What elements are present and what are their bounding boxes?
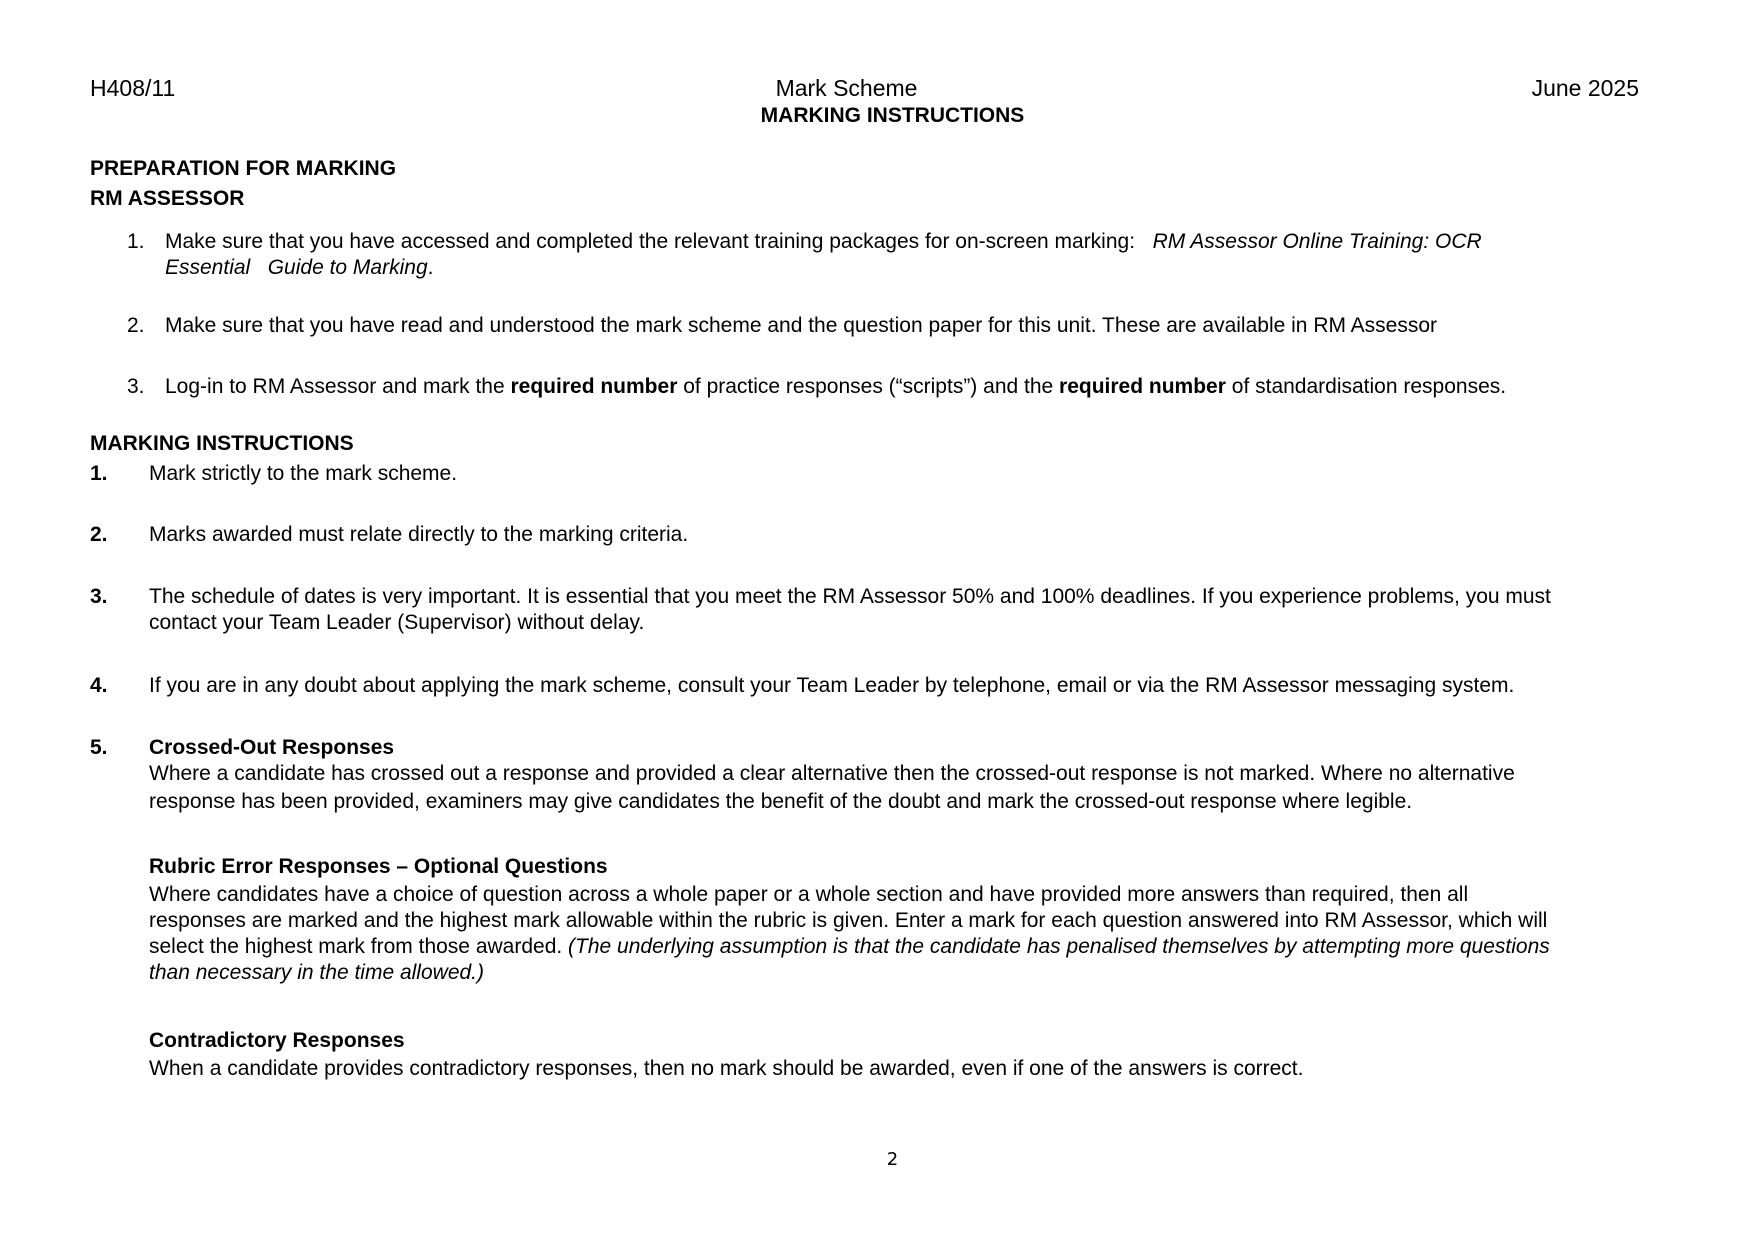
- rubric-text: Where candidates have a choice of question across a whole paper or a whole section and have provided more answers than required, then all: [149, 883, 1469, 906]
- marking-item-text: If you are in any doubt about applying the mark scheme, consult your Team Leader by telephone, email or via the RM Assessor messaging system.: [149, 674, 1515, 697]
- prep-item-italic: RM Assessor Online Training: OCR: [1152, 230, 1482, 253]
- crossed-out-text: Where a candidate has crossed out a response and provided a clear alternative then the crossed-out response is not marked. Where no alternative: [149, 762, 1515, 785]
- prep-item-italic-cont: Essential Guide to Marking: [165, 256, 428, 279]
- prep-item-3: [127, 374, 1727, 400]
- marking-item-2: [90, 522, 1690, 548]
- prep-item-1: [127, 229, 1687, 281]
- page-number: 2: [886, 1149, 899, 1170]
- prep-item-text: Log-in to RM Assessor and mark the: [165, 375, 505, 398]
- marking-item-text-cont: contact your Team Leader (Supervisor) without delay.: [149, 611, 645, 634]
- contradictory-section: [149, 1026, 1749, 1082]
- contradictory-title: Contradictory Responses: [149, 1029, 405, 1052]
- prep-item-number: 2.: [127, 314, 145, 337]
- marking-item-4: [90, 673, 1730, 699]
- marking-heading: MARKING INSTRUCTIONS: [90, 432, 354, 455]
- marking-item-text: Marks awarded must relate directly to the marking criteria.: [149, 523, 689, 546]
- prep-item-text: Make sure that you have read and understood the mark scheme and the question paper for this unit. These are available in RM Assessor: [165, 314, 1438, 337]
- marking-item-5: [90, 735, 1730, 817]
- preparation-heading: PREPARATION FOR MARKING: [90, 157, 397, 180]
- prep-item-end: .: [427, 256, 434, 279]
- rubric-text: select the highest mark from those awarded.: [149, 935, 563, 958]
- marking-item-3: [90, 584, 1730, 636]
- prep-item-text: of practice responses (“scripts”) and the: [683, 375, 1054, 398]
- marking-item-number: 1.: [90, 462, 108, 485]
- marking-item-number: 5.: [90, 736, 108, 759]
- rubric-italic-note: (The underlying assumption is that the candidate has penalised themselves by attempting more questions: [568, 935, 1550, 958]
- prep-item-text: Make sure that you have accessed and completed the relevant training packages for on-screen marking:: [165, 230, 1136, 253]
- marking-item-1: [90, 461, 1690, 487]
- contradictory-text: When a candidate provides contradictory responses, then no mark should be awarded, even if one of the answers is correct.: [149, 1057, 1304, 1080]
- crossed-out-title: Crossed-Out Responses: [149, 736, 395, 759]
- marking-item-number: 2.: [90, 523, 108, 546]
- prep-item-bold: required number: [1059, 375, 1226, 398]
- marking-item-text: Mark strictly to the mark scheme.: [149, 462, 458, 485]
- prep-item-2: [127, 313, 1687, 339]
- marking-item-text: The schedule of dates is very important. It is essential that you meet the RM Assessor 50% and 100% deadlines. If you experience problems, you must: [149, 585, 1551, 608]
- marking-item-number: 4.: [90, 674, 108, 697]
- header-code: H408/11: [90, 75, 176, 101]
- rm-assessor-subheading: RM ASSESSOR: [90, 187, 245, 210]
- rubric-italic-note-cont: than necessary in the time allowed.): [149, 961, 485, 984]
- prep-item-bold: required number: [510, 375, 678, 398]
- header-title: Mark Scheme: [775, 75, 918, 101]
- header-date: June 2025: [1531, 75, 1639, 101]
- prep-item-number: 3.: [127, 375, 145, 398]
- rubric-section: [149, 852, 1749, 986]
- rubric-text: responses are marked and the highest mark allowable within the rubric is given. Enter a mark for each question answered into RM Assessor, which will: [149, 909, 1548, 932]
- prep-item-text: of standardisation responses.: [1231, 375, 1507, 398]
- page-subtitle: MARKING INSTRUCTIONS: [760, 104, 1025, 127]
- prep-item-number: 1.: [127, 230, 145, 253]
- rubric-title: Rubric Error Responses – Optional Questions: [149, 855, 608, 878]
- crossed-out-text-cont: response has been provided, examiners may give candidates the benefit of the doubt and mark the crossed-out response where legible.: [149, 790, 1413, 813]
- marking-item-number: 3.: [90, 585, 108, 608]
